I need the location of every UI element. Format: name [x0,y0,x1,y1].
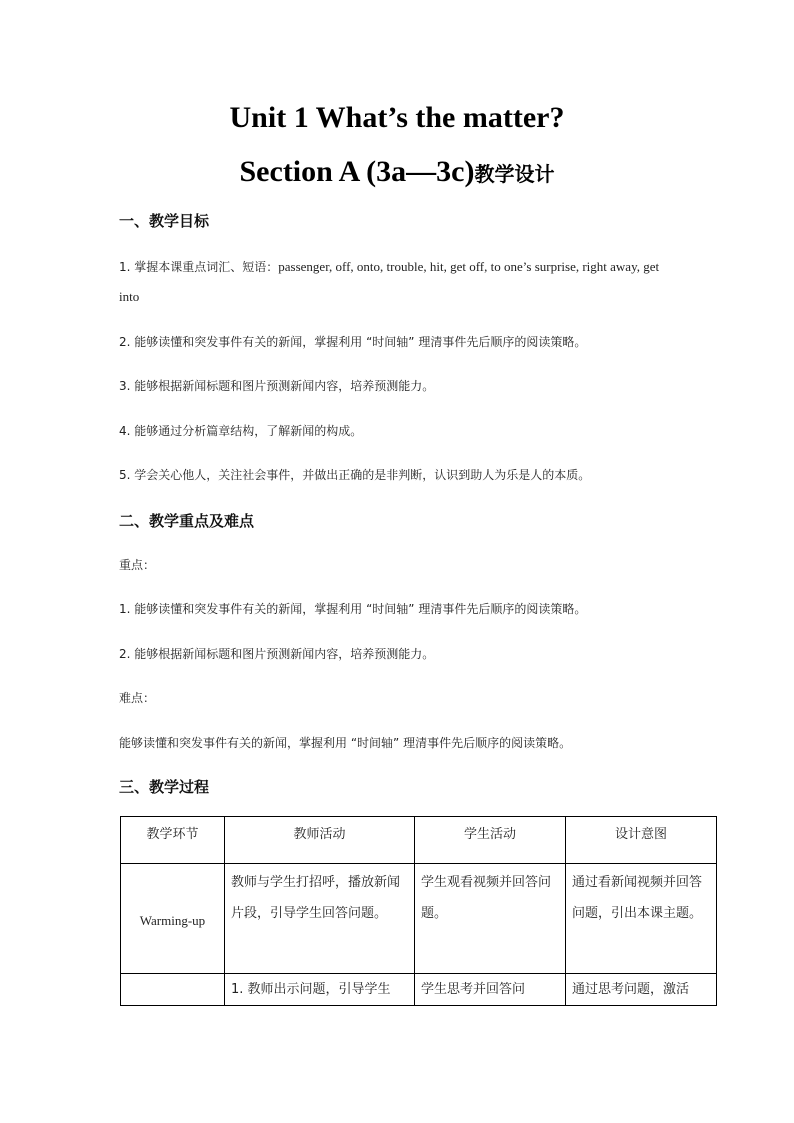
difficulty-label: 难点： [119,691,156,705]
table-header-cell: 学生活动 [415,817,566,864]
section-heading-key-points: 二、教学重点及难点 [119,512,255,530]
goal-item-3: 3. 能够根据新闻标题和图片预测新闻内容，培养预测能力。 [119,379,435,393]
focus-item-2: 2. 能够根据新闻标题和图片预测新闻内容，培养预测能力。 [119,647,435,661]
difficulty-text: 能够读懂和突发事件有关的新闻，掌握利用 “时间轴” 理清事件先后顺序的阅读策略。 [119,736,572,750]
focus-label: 重点： [119,558,156,572]
document-subtitle [0,152,794,194]
student-activity-cell: 学生思考并回答问 [415,974,566,1006]
stage-cell [121,974,225,1006]
table-header-row [121,817,717,864]
goal-item-1 [119,252,679,312]
section-heading-goals: 一、教学目标 [119,212,210,230]
focus-item-1: 1. 能够读懂和突发事件有关的新闻，掌握利用 “时间轴” 理清事件先后顺序的阅读策略。 [119,602,587,616]
goal-item-1-cn: 1. 掌握本课重点词汇、短语： [119,260,279,274]
design-intent-cell: 通过看新闻视频并回答问题，引出本课主题。 [566,864,717,974]
goal-item-4: 4. 能够通过分析篇章结构，了解新闻的构成。 [119,424,363,438]
student-activity-cell: 学生观看视频并回答问题。 [415,864,566,974]
goal-item-5: 5. 学会关心他人，关注社会事件，并做出正确的是非判断，认识到助人为乐是人的本质。 [119,468,591,482]
table-row [121,974,717,1006]
document-title: Unit 1 What’s the matter? [229,101,565,134]
table-header-cell: 设计意图 [566,817,717,864]
stage-cell: Warming-up [121,864,225,974]
goal-item-2: 2. 能够读懂和突发事件有关的新闻，掌握利用 “时间轴” 理清事件先后顺序的阅读策略。 [119,335,587,349]
section-heading-process: 三、教学过程 [119,778,210,796]
design-intent-cell: 通过思考问题，激活 [566,974,717,1006]
table-header-cell: 教学环节 [121,817,225,864]
subtitle-chinese: 教学设计 [474,162,555,186]
goal-item-1-en: passenger, off, onto, trouble, hit, get off, to one’s surprise, right away, get into [119,259,660,304]
table-row [121,864,717,974]
teaching-process-table [120,816,717,1006]
table-header-cell: 教师活动 [225,817,415,864]
teacher-activity-cell: 1. 教师出示问题，引导学生 [225,974,415,1006]
subtitle-english: Section A (3a—3c) [239,155,475,188]
teacher-activity-cell: 教师与学生打招呼，播放新闻片段，引导学生回答问题。 [225,864,415,974]
